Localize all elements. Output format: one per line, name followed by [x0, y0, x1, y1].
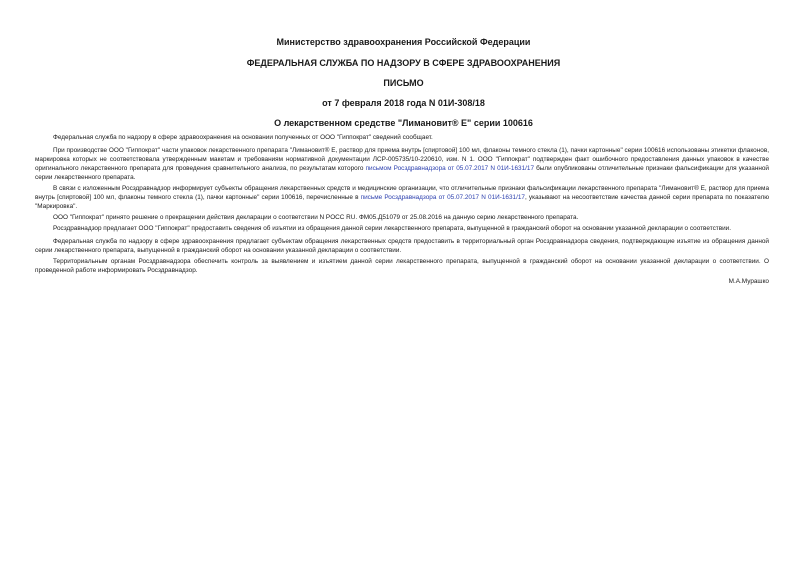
paragraph-6: Федеральная служба по надзору в сфере здравоохранения предлагает субъектам обращения лекарственных средств предоставить в территориальный орган Росздравнадзора сведения, подтверждающие изъятие из обращения данной серии лекарственного препарата, выпущенной в гражданский оборот на основании указанной декларации о соответствии. — [35, 238, 769, 254]
paragraph-7: Территориальным органам Росздравнадзора обеспечить контроль за выявлением и изъятием данной серии лекарственного препарата, выпущенной в гражданский оборот на основании указанной декларации о соответствии. О проведенной работе информировать Росздравнадзор. — [35, 258, 769, 274]
paragraph-4: ООО "Гиппократ" принято решение о прекращении действия декларации о соответствии N POCC RU. ФМ05.Д51079 от 25.08.2016 на данную серию лекарственного препарата. — [53, 214, 579, 221]
paragraph-2-text: При производстве ООО "Гиппократ" части упаковок лекарственного препарата "Лимановит® Е, раствор для приема внутрь [спиртовой] 100 мл, флаконы темного стекла (1), пачки картонные" серии 100616 использованы этикетки флаконов, маркировка которых не соответствовала утвержденным макетам и требованиям нормативной документации ЛСР-005735/10-220610, изм. N 1. ООО "Гиппократ" подтвержден факт ошибочного предоставления данных упаковок в качестве оригинального лекарственного препарата для проведения сравнительного анализа, по результатам которого — [35, 147, 769, 172]
paragraph-3-tail: , указывают на несоответствие качества данной серии препарата по показателю "Маркировка". — [35, 194, 770, 210]
document-type: ПИСЬМО — [383, 78, 424, 88]
ministry-title: Министерство здравоохранения Российской Федерации — [276, 37, 531, 47]
document-subject: О лекарственном средстве "Лимановит® Е" серии 100616 — [274, 118, 533, 128]
paragraph-1: Федеральная служба по надзору в сфере здравоохранения на основании полученных от ООО "Гиппократ" сведений сообщает. — [53, 134, 433, 141]
paragraph-3 — [35, 184, 769, 211]
paragraph-2 — [35, 146, 769, 182]
document-body — [35, 133, 769, 286]
letter-link-2[interactable]: письме Росздравнадзора от 05.07.2017 N 01И-1631/17 — [360, 194, 525, 201]
paragraph-2-tail: были опубликованы отличительные признаки фальсификации для указанной серии лекарственного препарата. — [35, 165, 769, 181]
paragraph-5: Росздравнадзор предлагает ООО "Гиппократ" предоставить сведения об изъятии из обращения данной серии лекарственного препарата, выпущенной в гражданский оборот на основании указанной декларации о соответствии. — [53, 225, 732, 232]
document-date-number: от 7 февраля 2018 года N 01И-308/18 — [322, 98, 485, 108]
service-title: ФЕДЕРАЛЬНАЯ СЛУЖБА ПО НАДЗОРУ В СФЕРЕ ЗДРАВООХРАНЕНИЯ — [246, 58, 561, 68]
letter-link-1[interactable]: письмом Росздравнадзора от 05.07.2017 N 01И-1631/17 — [365, 165, 535, 172]
signature: М.А.Мурашко — [728, 278, 769, 285]
paragraph-3-text: В связи с изложенным Росздравнадзор информирует субъекты обращения лекарственных средств и медицинские организации, что отличительные признаки фальсификации лекарственного препарата "Лимановит® Е, раствор для приема внутрь [спиртовой] 100 мл, флаконы темного стекла (1), пачки картонные" серии 100616, перечисленные в — [35, 185, 769, 201]
